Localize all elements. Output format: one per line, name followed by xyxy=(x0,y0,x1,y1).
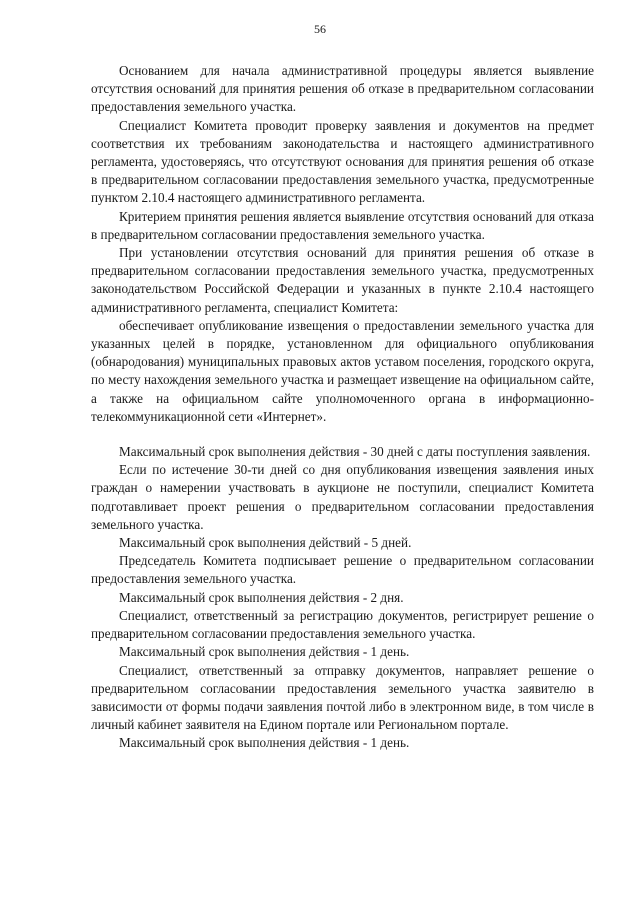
document-body xyxy=(91,62,594,753)
paragraph-chairman-signs: Председатель Комитета подписывает решение о предварительном согласовании предоставления земельного участка. xyxy=(91,553,594,587)
page-number: 56 xyxy=(314,22,326,36)
paragraph-dispatch: Специалист, ответственный за отправку документов, направляет решение о предварительном согласовании предоставления земельного участка заявителю в зависимости от формы подачи заявления почтой либо в электронном виде, в том числе в личный кабинет заявителя на Едином портале или Региональном портале. xyxy=(91,662,594,733)
paragraph-decision-criterion: Критерием принятия решения является выявление отсутствия оснований для отказа в предварительном согласовании предоставления земельного участка. xyxy=(91,208,594,242)
paragraph-deadline-1-day-dispatch: Максимальный срок выполнения действия - 1 день. xyxy=(119,735,410,751)
paragraph-registration: Специалист, ответственный за регистрацию документов, регистрирует решение о предварительном согласовании предоставления земельного участка. xyxy=(91,607,594,642)
paragraph-no-grounds: При установлении отсутствия оснований для принятия решения об отказе в предварительном согласовании предоставления земельного участка, предусмотренных законодательством Российской Федерации и указанных в пункте 2.10.4 настоящего административного регламента, специалист Комитета: xyxy=(91,245,594,315)
paragraph-draft-decision: Если по истечение 30-ти дней со дня опубликования извещения заявления иных граждан о намерении участвовать в аукционе не поступили, специалист Комитета подготавливает проект решения о предварительном согласовании предоставления земельного участка. xyxy=(91,462,594,532)
paragraph-deadline-2-days: Максимальный срок выполнения действия - 2 дня. xyxy=(119,589,404,605)
paragraph-deadline-5-days: Максимальный срок выполнения действий - 5 дней. xyxy=(119,535,412,551)
paragraph-deadline-30-days: Максимальный срок выполнения действия - 30 дней с даты поступления заявления. xyxy=(119,444,591,460)
paragraph-publication: обеспечивает опубликование извещения о предоставлении земельного участка для указанных целей в порядке, установленном для официального опубликования (обнародования) муниципальных правовых актов уставом поселения, городского округа, по месту нахождения земельного участка и размещает извещение на официальном сайте, а также на официальном сайте уполномоченного органа в информационно-телекоммуникационной сети «Интернет». xyxy=(91,317,594,424)
paragraph-basis: Основанием для начала административной процедуры является выявление отсутствия оснований для принятия решения об отказе в предварительном согласовании предоставления земельного участка. xyxy=(91,63,594,115)
paragraph-deadline-1-day-registration: Максимальный срок выполнения действия - 1 день. xyxy=(119,644,410,660)
paragraph-specialist-check: Специалист Комитета проводит проверку заявления и документов на предмет соответствия их требованиям законодательства и настоящего административного регламента, удостоверяясь, что отсутствуют основания для принятия решения об отказе в предварительном согласовании предоставления земельного участка, предусмотренные пунктом 2.10.4 настоящего административного регламента. xyxy=(91,117,594,206)
